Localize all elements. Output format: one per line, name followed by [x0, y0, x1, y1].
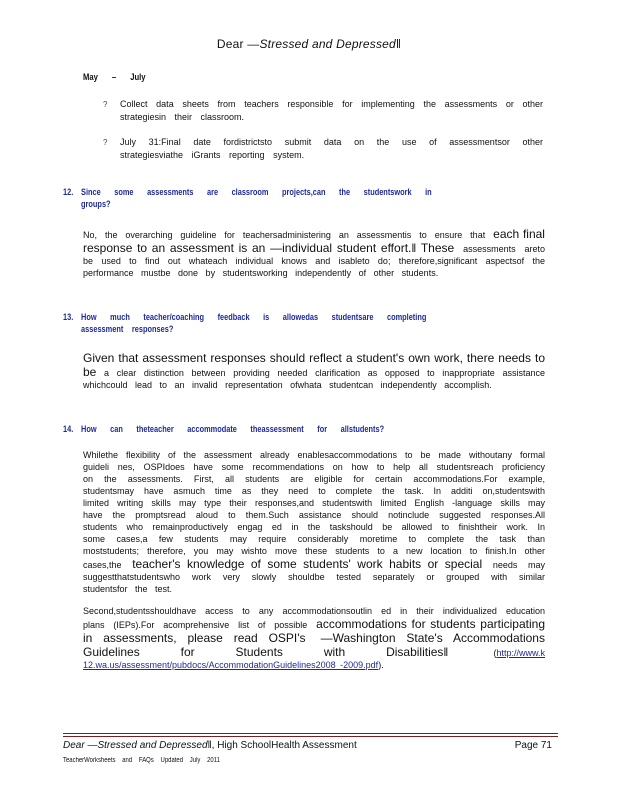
answer-text-large: Given that assessment responses should reflect a student's own work, there needs to be [83, 351, 545, 379]
question-text: How can theteacher accommodate theassessment for allstudents? [81, 424, 385, 434]
bullet-mark: ? [103, 138, 108, 147]
answer-text: Second,studentsshouldhave access to any accommodationsoutlin ed in their individualized education plans (IEPs).For acomprehensive list of possible [83, 606, 545, 630]
answer-text: a clear distinction between providing needed clarification as opposed to inappropriate assistance whichcould lead to an invalid representation ofwhata studentcan independently accomplish. [83, 368, 545, 390]
question-13 [63, 311, 440, 335]
footer-divider-thin [63, 736, 558, 737]
range-dash: – [111, 72, 117, 82]
question-text-continued: assessment responses? [81, 324, 174, 334]
answer-paragraph [83, 351, 545, 391]
page-number: Page 71 [514, 740, 552, 751]
question-number: 14. [63, 424, 74, 434]
question-14 [63, 423, 440, 435]
question-12 [63, 186, 440, 210]
list-item [103, 98, 543, 124]
task-list [103, 98, 543, 174]
question-text-continued: groups? [81, 199, 111, 209]
list-item [103, 136, 543, 162]
question-number: 12. [63, 187, 74, 197]
question-text: Since some assessments are classroom projects,can the studentswork in [81, 187, 432, 197]
page-title [0, 37, 618, 51]
answer-text-large: accommodations for students participating in assessments, please read OSPI's [83, 617, 545, 645]
link-open-paren: ( [493, 648, 497, 658]
answer-paragraph [83, 227, 545, 279]
answer-text-large: teacher's knowledge of some students' work habits or special [132, 557, 483, 571]
bullet-mark: ? [103, 100, 108, 109]
title-prefix: Dear [216, 37, 248, 51]
footer [63, 740, 558, 751]
title-italic: —Stressed and Depressed‖ [247, 37, 402, 51]
answer-12 [83, 227, 545, 289]
answer-paragraph [83, 449, 545, 595]
range-to: July [130, 72, 146, 82]
footer-title-plain: , High SchoolHealth Assessment [211, 740, 357, 751]
question-text: How much teacher/coaching feedback is allowedas studentsare completing [81, 312, 427, 322]
footer-subline: TeacherWorksheets and FAQs Updated July 2011 [63, 757, 220, 764]
answer-13 [83, 351, 545, 401]
link-close-paren: ). [378, 660, 384, 670]
answer-text-large: each final response to an assessment is an —individual student effort.‖ These [83, 227, 545, 255]
answer-14 [83, 449, 545, 681]
answer-text: No, the overarching guideline for teachersadministering an assessmentis to ensure that [83, 230, 486, 240]
footer-divider [63, 733, 558, 734]
answer-text: Whilethe flexibility of the assessment already enablesaccommodations to be made withoutany formal guideli nes, OSPIdoes have some recommendations on how to help all studentsreach proficiency on the assessments. First, all students are eligible for certain accommodations.For example, studentsmay have asmuch time as they need to complete the task. In additi on,studentswith limited writing skills may type their responses,and studentswith limited English -language skills may have the promptsread aloud to them.Such assistance should notinclude suggested responses.All students who remainproductively engag ed in the taskshould be allowed to finishtheir work. In some cases,a few students may require considerably moretime to complete the task than moststudents; therefore, you may wishto move these students to a new location to finish.In other cases,the [83, 450, 545, 570]
list-item-text: July 31:Final date fordistrictsto submit data on the use of assessmentsor other strategiesviathe iGrants reporting system. [120, 137, 543, 160]
answer-text: assessments areto be used to find out whateach individual knows and isableto do; therefore,significant aspectsof the performance mustbe done by studentsworking independently of other students. [83, 244, 545, 278]
guidelines-link[interactable]: http://www.k 12.wa.us/assessment/pubdocs/AccommodationGuidelines2008 -2009.pdf [83, 648, 545, 670]
answer-text: needs may suggestthatstudentswho work very slowly shouldbe tested separately or grouped with similar studentsfor the test. [83, 560, 545, 594]
footer-title-italic: Dear —Stressed and Depressed‖ [63, 740, 212, 751]
date-range [83, 72, 157, 82]
answer-paragraph [83, 605, 545, 671]
answer-text-large: —Washington State's Accommodations Guidelines for Students with Disabilities‖ [83, 631, 545, 659]
list-item-text: Collect data sheets from teachers responsible for implementing the assessments or other strategiesin their classroom. [120, 99, 543, 122]
range-from: May [83, 72, 98, 82]
question-number: 13. [63, 312, 74, 322]
